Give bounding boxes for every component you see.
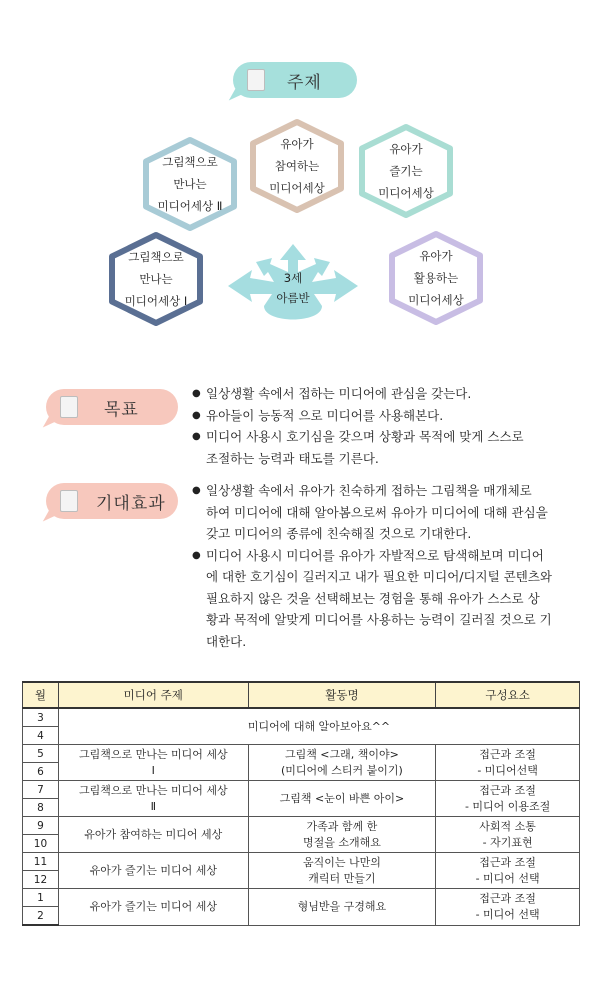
element-line: - 자기표현 — [482, 835, 533, 849]
topic-badge — [233, 62, 357, 98]
activity-cell — [248, 781, 436, 817]
merged-activity-cell: 미디어에 대해 알아보아요^^ — [58, 708, 579, 745]
month-cell: 2 — [23, 907, 59, 926]
hexagon-topic — [141, 135, 239, 233]
topic-title: 주제 — [287, 72, 322, 93]
element-line: 접근과 조절 — [479, 747, 536, 761]
bullet-line: 갖고 미디어의 종류에 친숙해질 것으로 기대한다. — [206, 526, 472, 541]
header-month: 월 — [23, 682, 59, 708]
plan-table — [22, 681, 580, 926]
activity-line: 명절을 소개해요 — [302, 835, 381, 849]
hexagon-line: 그림책으로 — [162, 155, 218, 169]
center-class-shape — [226, 242, 360, 332]
theme-line: 유아가 즐기는 미디어 세상 — [89, 899, 217, 913]
table-row — [23, 745, 580, 763]
hexagon-topic — [107, 230, 205, 328]
month-cell: 11 — [23, 853, 59, 871]
hexagon-line: 만나는 — [173, 177, 207, 191]
activity-line: 형님반을 구경해요 — [297, 899, 387, 913]
month-cell: 4 — [23, 727, 59, 745]
memo-icon — [247, 69, 265, 91]
bullet-item — [192, 405, 587, 427]
hexagon-label — [141, 135, 239, 233]
element-cell — [436, 817, 580, 853]
hexagon-line: 유아가 — [280, 137, 314, 151]
hexagon-label — [107, 230, 205, 328]
bullet-item — [192, 383, 587, 405]
activity-line: 캐릭터 만들기 — [308, 871, 376, 885]
bullet-line: ● 미디어 사용시 호기심을 갖으며 상황과 목적에 맞게 스스로 — [206, 429, 524, 444]
element-cell — [436, 781, 580, 817]
hexagon-line: 미디어세상 — [269, 181, 325, 195]
bullet-line: ● 유아들이 능동적 으로 미디어를 사용해본다. — [206, 407, 444, 423]
theme-cell — [58, 745, 248, 781]
month-cell: 6 — [23, 763, 59, 781]
element-line: 접근과 조절 — [479, 891, 536, 905]
hexagon-line: 유아가 — [419, 249, 453, 263]
activity-line: (미디어에 스티커 붙이기) — [280, 763, 403, 777]
hexagon-line: 미디어세상 Ⅱ — [157, 199, 223, 213]
hexagon-line: 즐기는 — [389, 164, 423, 178]
element-line: - 미디어 선택 — [475, 907, 540, 921]
hexagon-line: 미디어세상 — [408, 293, 464, 307]
bullet-line: 조절하는 능력과 태도를 기른다. — [206, 450, 379, 466]
element-line: - 미디어 이용조절 — [464, 799, 551, 813]
theme-line: Ⅰ — [151, 763, 155, 777]
center-line-2: 아름반 — [276, 291, 310, 305]
table-row — [23, 889, 580, 907]
month-cell: 8 — [23, 799, 59, 817]
activity-cell — [248, 889, 436, 926]
effect-badge — [46, 483, 178, 519]
element-line: 접근과 조절 — [479, 855, 536, 869]
hexagon-line: 만나는 — [139, 272, 173, 286]
bullet-line: ● 일상생활 속에서 접하는 미디어에 관심을 갖는다. — [206, 386, 472, 401]
hexagon-line: 참여하는 — [274, 159, 320, 173]
element-cell — [436, 745, 580, 781]
hexagon-topic — [357, 122, 455, 220]
table-row — [23, 708, 580, 727]
hexagon-topic — [387, 229, 485, 327]
activity-line: 움직이는 나만의 — [302, 855, 381, 869]
bullet-line: 에 대한 호기심이 길러지고 내가 필요한 미디어/디지털 콘텐츠와 — [206, 569, 552, 584]
theme-line: 유아가 참여하는 미디어 세상 — [84, 827, 223, 841]
theme-line: 그림책으로 만나는 미디어 세상 — [78, 747, 228, 761]
month-cell: 5 — [23, 745, 59, 763]
activity-cell — [248, 745, 436, 781]
goal-badge — [46, 389, 178, 425]
bullet-line: 하여 미디어에 대해 알아봄으로써 유아가 미디어에 대해 관심을 — [206, 504, 548, 520]
month-cell: 10 — [23, 835, 59, 853]
theme-cell — [58, 817, 248, 853]
hexagon-line: 활용하는 — [413, 271, 459, 285]
element-cell — [436, 853, 580, 889]
center-line-1: 3세 — [283, 271, 303, 285]
goal-list — [192, 383, 587, 469]
hexagon-label — [357, 122, 455, 220]
activity-line: 그림책 <눈이 바쁜 아이> — [279, 791, 405, 805]
month-cell: 3 — [23, 708, 59, 727]
table-row — [23, 817, 580, 835]
element-line: 접근과 조절 — [479, 783, 536, 797]
bullet-item — [192, 426, 587, 469]
hexagon-line: 미디어세상 — [378, 186, 434, 200]
hexagon-line: 유아가 — [389, 142, 423, 156]
bullet-item — [192, 480, 587, 545]
header-element: 구성요소 — [436, 682, 580, 708]
header-theme: 미디어 주제 — [58, 682, 248, 708]
theme-line: 유아가 즐기는 미디어 세상 — [89, 863, 217, 877]
bullet-line: 황과 목적에 알맞게 미디어를 사용하는 능력이 길러질 것으로 기 — [206, 612, 552, 627]
bullet-line: 필요하지 않은 것을 선택해보는 경험을 통해 유아가 스스로 상 — [206, 590, 540, 606]
activity-cell — [248, 817, 436, 853]
bullet-line: ● 일상생활 속에서 유아가 친숙하게 접하는 그림책을 매개체로 — [206, 483, 532, 498]
memo-icon — [60, 490, 78, 512]
theme-line: 그림책으로 만나는 미디어 세상 — [78, 783, 228, 797]
element-line: - 미디어 선택 — [475, 871, 540, 885]
effect-title: 기대효과 — [96, 493, 166, 514]
element-line: - 미디어선택 — [477, 763, 538, 777]
activity-line: 가족과 함께 한 — [306, 819, 378, 833]
theme-cell — [58, 781, 248, 817]
element-cell — [436, 889, 580, 926]
header-activity: 활동명 — [248, 682, 436, 708]
month-cell: 12 — [23, 871, 59, 889]
table-row — [23, 781, 580, 799]
hexagon-line: 미디어세상 Ⅰ — [124, 294, 188, 308]
bullet-line: ● 미디어 사용시 미디어를 유아가 자발적으로 탐색해보며 미디어 — [206, 547, 544, 563]
activity-cell — [248, 853, 436, 889]
goal-title: 목표 — [104, 399, 139, 420]
theme-cell — [58, 853, 248, 889]
month-cell: 1 — [23, 889, 59, 907]
month-cell: 9 — [23, 817, 59, 835]
table-row — [23, 853, 580, 871]
hexagon-label — [387, 229, 485, 327]
memo-icon — [60, 396, 78, 418]
theme-cell — [58, 889, 248, 926]
hexagon-topic — [248, 117, 346, 215]
bullet-line: 대한다. — [206, 633, 247, 649]
effect-list — [192, 480, 587, 652]
hexagon-label — [248, 117, 346, 215]
bullet-item — [192, 545, 587, 653]
hexagon-line: 그림책으로 — [128, 250, 184, 264]
activity-line: 그림책 <그래, 책이야> — [284, 747, 399, 761]
theme-line: Ⅱ — [150, 799, 156, 813]
element-line: 사회적 소통 — [479, 819, 536, 833]
month-cell: 7 — [23, 781, 59, 799]
